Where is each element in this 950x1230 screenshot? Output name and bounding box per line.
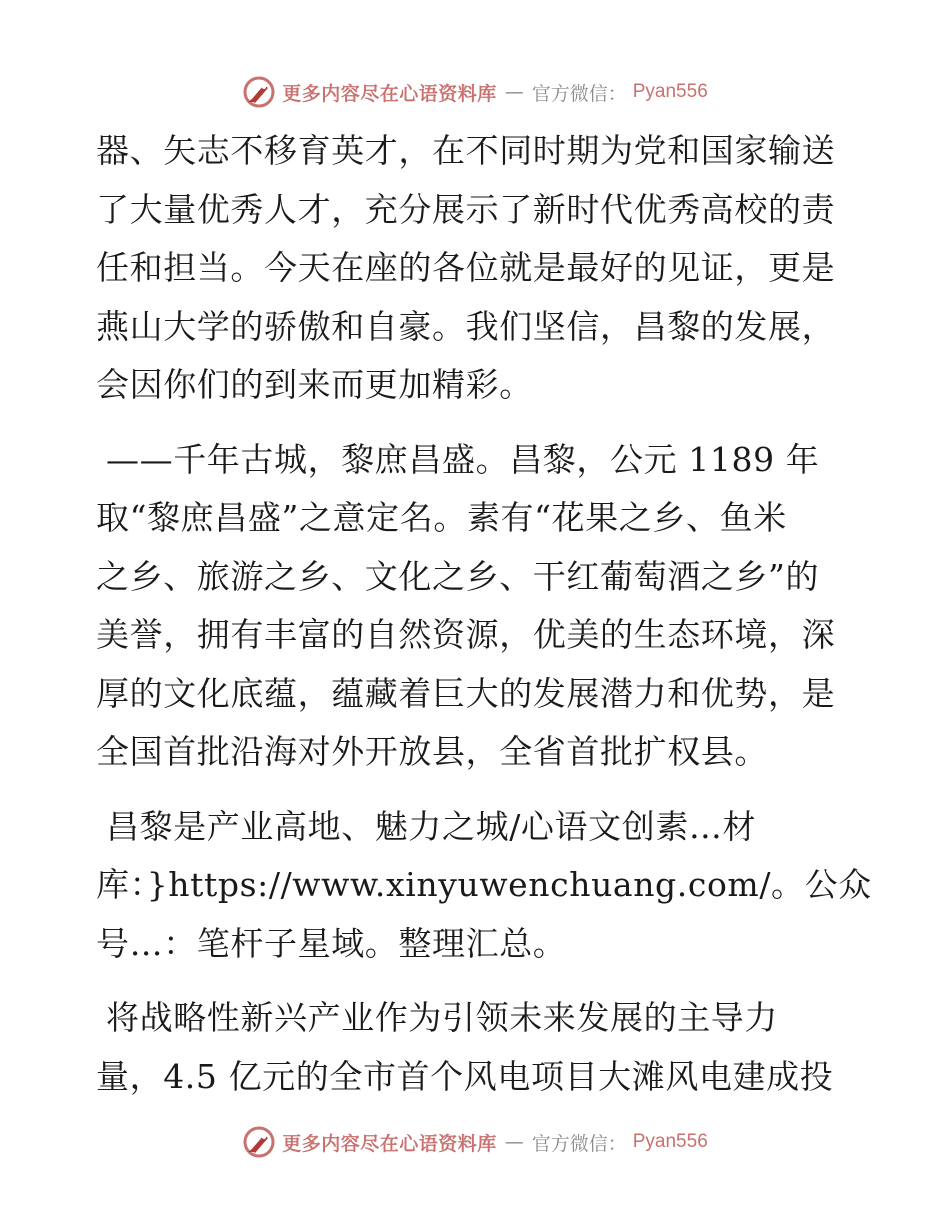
text-line: 器、矢志不移育英才，在不同时期为党和国家输送	[96, 131, 836, 170]
text-line: 任和担当。今天在座的各位就是最好的见证，更是	[96, 248, 836, 287]
text-line: 美誉，拥有丰富的自然资源，优美的生态环境，深	[96, 615, 836, 654]
text-line: 厚的文化底蕴，蕴藏着巨大的发展潜力和优势，是	[96, 673, 836, 713]
text-line: 会因你们的到来而更加精彩。	[96, 365, 533, 404]
text-line: 之乡、旅游之乡、文化之乡、干红葡萄酒之乡”的	[96, 556, 820, 596]
paragraph	[96, 431, 856, 782]
text-line: 昌黎是产业高地、魅力之城/心语文创素…材	[106, 806, 757, 846]
footer-watermark	[0, 1122, 950, 1162]
header-watermark	[0, 72, 950, 112]
paragraph	[96, 989, 856, 1106]
document-body	[96, 122, 872, 1106]
watermark-text: 更多内容尽在心语资料库	[282, 82, 497, 105]
watermark-dash: —	[504, 1131, 524, 1153]
watermark-wechat-label: 官方微信：	[531, 82, 627, 105]
text-line: 将战略性新兴产业作为引领未来发展的主导力	[106, 998, 778, 1037]
watermark-text: 更多内容尽在心语资料库	[282, 1132, 497, 1155]
paragraph	[96, 122, 856, 415]
paragraph	[96, 798, 872, 974]
watermark-dash: —	[504, 81, 524, 103]
watermark-wechat-label: 官方微信：	[531, 1132, 627, 1155]
watermark-wechat-id: Pyan556	[632, 1131, 708, 1152]
text-line: 量，4.5 亿元的全市首个风电项目大滩风电建成投	[96, 1056, 834, 1096]
text-line: 号…：笔杆子星域。整理汇总。	[96, 923, 567, 963]
text-line: ——千年古城，黎庶昌盛。昌黎，公元 1189 年	[106, 439, 820, 479]
text-line: 全国首批沿海对外开放县，全省首批扩权县。	[96, 732, 768, 771]
pen-nib-logo-icon	[242, 75, 276, 109]
text-line: 燕山大学的骄傲和自豪。我们坚信，昌黎的发展，	[96, 306, 836, 346]
text-line: 了大量优秀人才，充分展示了新时代优秀高校的责	[96, 189, 836, 229]
watermark-wechat-id: Pyan556	[632, 81, 708, 102]
text-line: 取“黎庶昌盛”之意定名。素有“花果之乡、鱼米	[96, 498, 787, 537]
text-line: 库：}https://www.xinyuwenchuang.com/。公众	[96, 865, 872, 904]
pen-nib-logo-icon	[242, 1125, 276, 1159]
